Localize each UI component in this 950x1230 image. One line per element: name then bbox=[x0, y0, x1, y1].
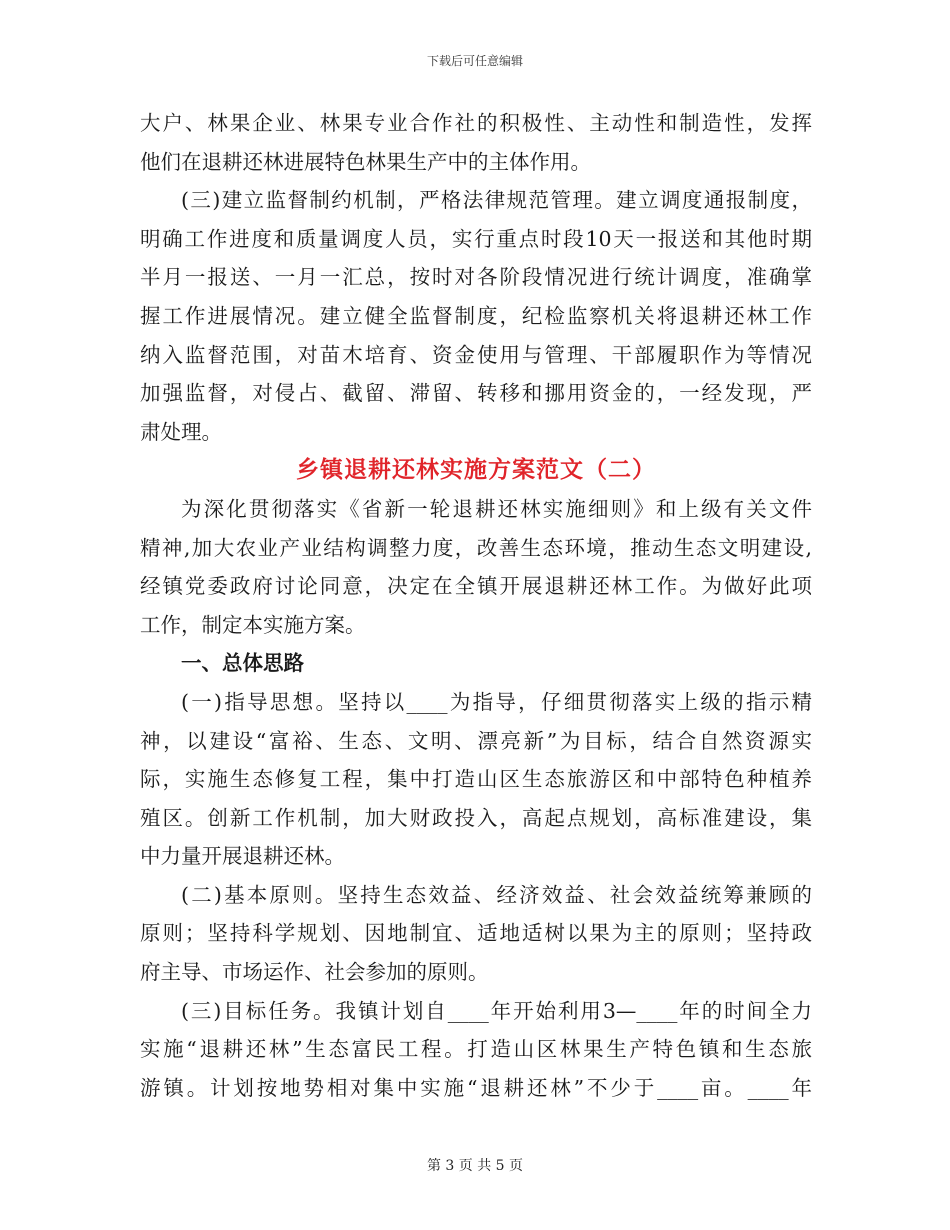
text-line: (二)基本原则。坚持生态效益、经济效益、社会效益统筹兼顾的 bbox=[181, 882, 812, 907]
paragraph-continuation bbox=[140, 104, 812, 181]
text-line: (三)目标任务。我镇计划自____年开始利用3—____年的时间全力 bbox=[181, 998, 812, 1023]
paragraph-intro bbox=[140, 490, 812, 644]
text-line: 游镇。计划按地势相对集中实施“退耕还林”不少于____亩。____年 bbox=[140, 1075, 812, 1100]
text-line: 加强监督，对侵占、截留、滞留、转移和挪用资金的，一经发现，严 bbox=[140, 381, 812, 406]
text-line: 原则；坚持科学规划、因地制宜、适地适树以果为主的原则；坚持政 bbox=[140, 921, 812, 946]
text-line: 为深化贯彻落实《省新一轮退耕还林实施细则》和上级有关文件 bbox=[181, 496, 812, 521]
page-number: 第 3 页 共 5 页 bbox=[426, 1158, 524, 1174]
text-line: 纳入监督范围，对苗木培育、资金使用与管理、干部履职作为等情况 bbox=[140, 342, 812, 367]
text-line: 大户、林果企业、林果专业合作社的积极性、主动性和制造性，发挥 bbox=[140, 111, 812, 135]
text-line: 明确工作进度和质量调度人员，实行重点时段10天一报送和其他时期 bbox=[140, 226, 812, 251]
text-line: 工作，制定本实施方案。 bbox=[140, 612, 366, 637]
document-title: 乡镇退耕还林实施方案范文（二） bbox=[296, 456, 656, 484]
text-line: 握工作进展情况。建立健全监督制度，纪检监察机关将退耕还林工作 bbox=[140, 303, 812, 328]
text-line: 殖区。创新工作机制，加大财政投入，高起点规划，高标准建设，集 bbox=[140, 805, 812, 830]
text-line: 神，以建设“富裕、生态、文明、漂亮新”为目标，结合自然资源实 bbox=[140, 728, 812, 753]
text-line: (一)指导思想。坚持以____为指导，仔细贯彻落实上级的指示精 bbox=[181, 689, 812, 714]
text-line: 实施“退耕还林”生态富民工程。打造山区林果生产特色镇和生态旅 bbox=[140, 1037, 812, 1062]
paragraph-principles bbox=[140, 876, 812, 992]
paragraph-supervision bbox=[140, 181, 812, 451]
text-line: (三)建立监督制约机制，严格法律规范管理。建立调度通报制度， bbox=[181, 188, 812, 213]
text-line: 中力量开展退耕还林。 bbox=[140, 844, 345, 869]
text-line: 他们在退耕还林进展特色林果生产中的主体作用。 bbox=[140, 149, 591, 174]
section-heading: 一、总体思路 bbox=[181, 651, 304, 676]
text-line: 府主导、市场运作、社会参加的原则。 bbox=[140, 960, 489, 985]
header-note: 下载后可任意编辑 bbox=[426, 54, 523, 68]
text-line: 半月一报送、一月一汇总，按时对各阶段情况进行统计调度，准确掌 bbox=[140, 265, 812, 290]
document-body bbox=[140, 104, 812, 1107]
paragraph-guiding-ideology bbox=[140, 683, 812, 876]
text-line: 经镇党委政府讨论同意，决定在全镇开展退耕还林工作。为做好此项 bbox=[140, 574, 812, 599]
paragraph-targets bbox=[140, 992, 812, 1108]
text-line: 际，实施生态修复工程，集中打造山区生态旅游区和中部特色种植养 bbox=[140, 767, 812, 792]
text-line: 精神,加大农业产业结构调整力度，改善生态环境，推动生态文明建设, bbox=[140, 535, 812, 560]
text-line: 肃处理。 bbox=[140, 419, 222, 444]
